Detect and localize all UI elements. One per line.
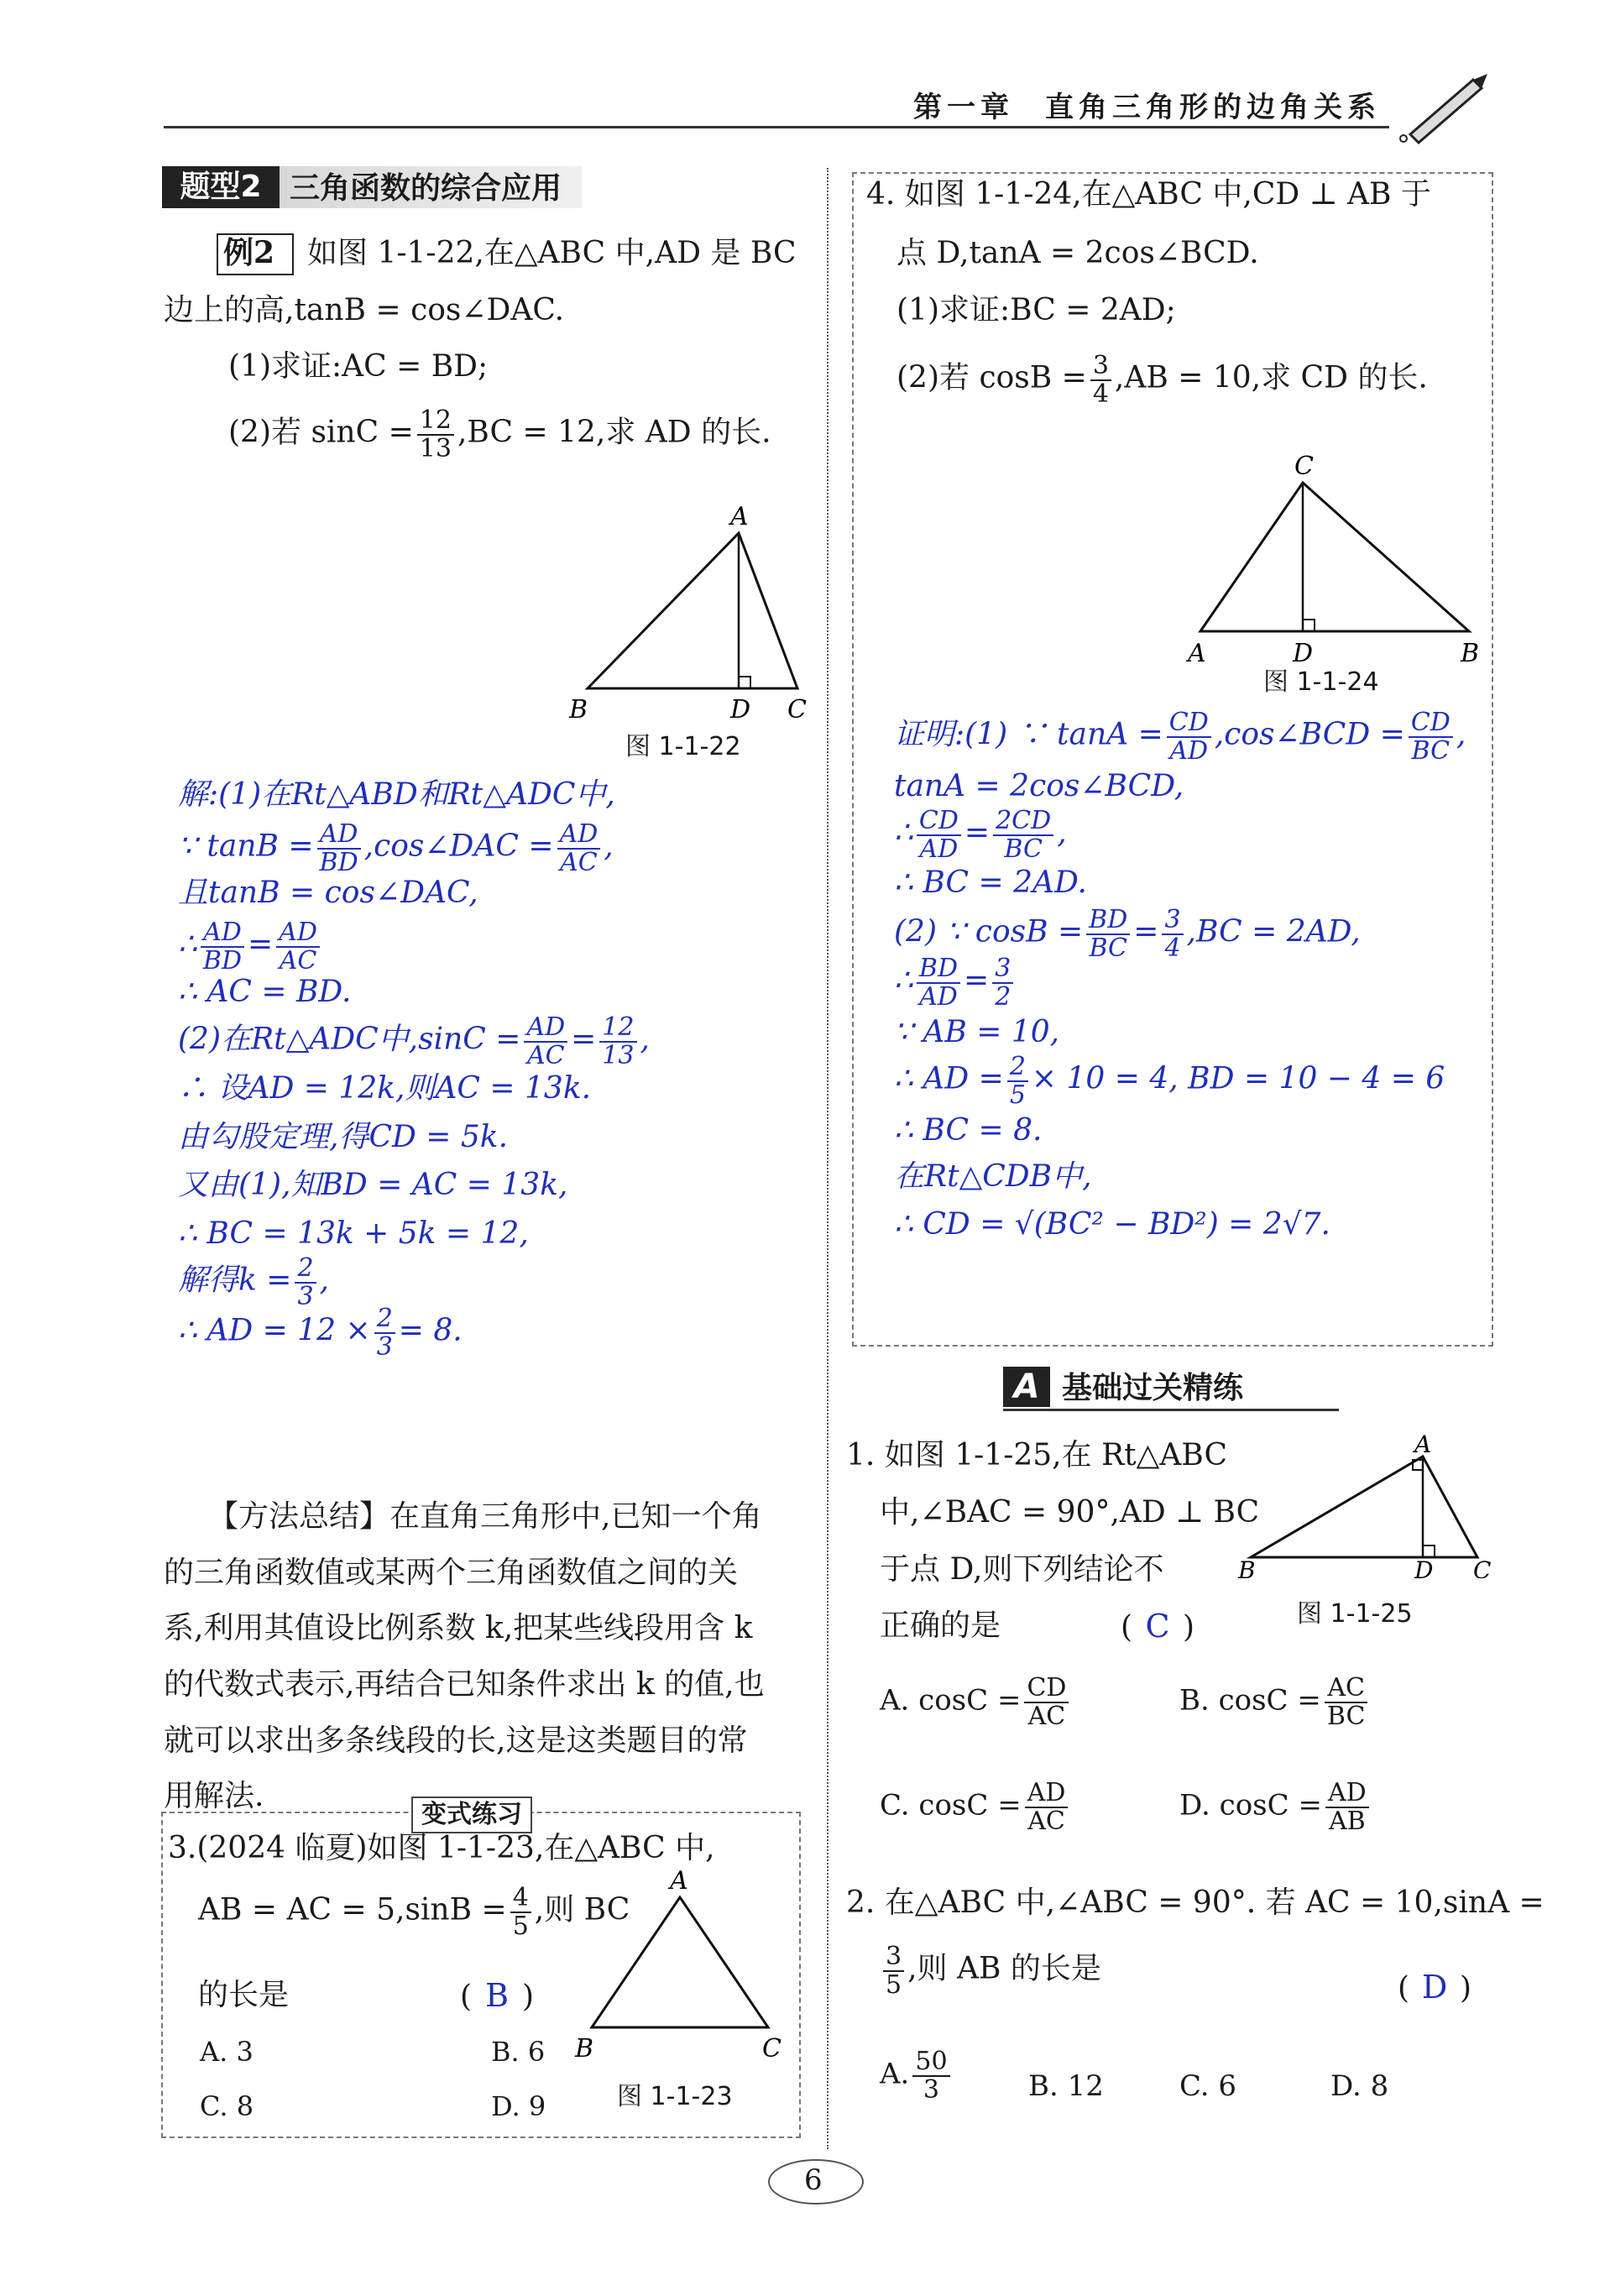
proof-line-7: ∵ AB = 10,	[894, 1015, 1060, 1049]
proof-line-2: tanA = 2cos∠BCD,	[894, 769, 1184, 803]
variant-line-2: AB = AC = 5,sinB = $\frac{4}{5}$ ,则 BC	[198, 1883, 630, 1941]
method-line-2: 的三角函数值或某两个三角函数值之间的关	[164, 1556, 739, 1590]
practice-q1-option-d: D. cosC = $\frac{AD}{AB}$	[1179, 1780, 1372, 1834]
practice-q1-option-c: C. cosC = $\frac{AD}{AC}$	[880, 1780, 1071, 1834]
fig22-label-c: C	[787, 695, 807, 724]
practice-title-underline	[1003, 1409, 1339, 1411]
variant-answer: B	[485, 1977, 510, 2014]
method-line-5: 就可以求出多条线段的长,这是这类题目的常	[164, 1723, 748, 1758]
proof-line-10: 在Rt△CDB中,	[894, 1159, 1092, 1194]
practice-q2-option-c: C. 6	[1179, 2069, 1237, 2103]
method-line-4: 的代数式表示,再结合已知条件求出 k 的值,也	[164, 1667, 765, 1702]
variant-answer-bracket: ( B )	[460, 1977, 535, 2014]
variant-option-d: D. 9	[491, 2090, 546, 2122]
fig25-label-c: C	[1473, 1556, 1492, 1578]
solution-line-1: 解:(1)在Rt△ABD和Rt△ADC中,	[178, 777, 615, 812]
practice-q1-line-1: 1. 如图 1-1-25,在 Rt△ABC	[846, 1438, 1227, 1472]
fig25-label-b: B	[1238, 1556, 1256, 1578]
proof-line-5: (2) ∵ cosB = $\frac{BD}{BC}$ = $\frac{3}{4}$ ,BC = 2AD,	[894, 905, 1361, 963]
solution-line-4: ∴ $\frac{AD}{BD}$ = $\frac{AD}{AC}$	[178, 919, 323, 974]
proof-line-8: ∴ AD = $\frac{2}{5}$ × 10 = 4, BD = 10 − 4 = 6	[894, 1052, 1445, 1110]
variant-option-a: A. 3	[200, 2036, 254, 2068]
fig22-label-d: D	[730, 695, 751, 724]
example-question-1: (1)求证:AC = BD;	[228, 349, 489, 384]
chapter-title: 直角三角形的边角关系	[1045, 91, 1381, 124]
example-line-2: 边上的高,tanB = cos∠DAC.	[164, 293, 565, 327]
practice-q2-answer: D	[1421, 1969, 1448, 2006]
solution-line-10: ∴ BC = 13k + 5k = 12,	[178, 1216, 529, 1251]
fig23-label-c: C	[762, 2034, 781, 2063]
proof-line-3: ∴ $\frac{CD}{AD}$ = $\frac{2CD}{BC}$ ,	[894, 806, 1067, 864]
section-title: 三角函数的综合应用	[290, 171, 562, 206]
solution-line-9: 又由(1),知BD = AC = 13k,	[178, 1168, 568, 1202]
variant-option-b: B. 6	[491, 2036, 546, 2068]
variant-tag: 变式练习	[411, 1797, 532, 1833]
fig22-label-b: B	[569, 695, 588, 724]
practice-q2-answer-bracket: ( D )	[1398, 1969, 1472, 2006]
fig23-label-b: B	[575, 2034, 594, 2063]
practice-q1-line-4: 正确的是	[880, 1608, 1001, 1643]
fig25-label-a: A	[1414, 1431, 1432, 1458]
fig24-label-a: A	[1188, 639, 1206, 668]
pen-decoration-icon	[1393, 67, 1494, 147]
variant-line-3: 的长是	[198, 1978, 290, 2012]
q4-line-4: (2)若 cosB = $\frac{3}{4}$ ,AB = 10,求 CD 的长.	[896, 351, 1428, 409]
practice-q1-option-a: A. cosC = $\frac{CD}{AC}$	[880, 1675, 1072, 1729]
solution-line-3: 且tanB = cos∠DAC,	[178, 876, 478, 910]
fig24-label-d: D	[1293, 639, 1314, 668]
figure-1-1-25	[1234, 1431, 1503, 1578]
example-line-1: 如图 1-1-22,在△ABC 中,AD 是 BC	[307, 236, 797, 270]
practice-q1-option-b: B. cosC = $\frac{AC}{BC}$	[1179, 1675, 1371, 1729]
figure-1-1-22-caption: 图 1-1-22	[625, 732, 741, 761]
q4-line-1: 4. 如图 1-1-24,在△ABC 中,CD ⊥ AB 于	[866, 177, 1431, 212]
solution-line-6: (2)在Rt△ADC中,sinC = $\frac{AD}{AC}$ = $\frac{12}{13}$ ,	[178, 1012, 650, 1070]
proof-line-6: ∴ $\frac{BD}{AD}$ = $\frac{3}{2}$	[894, 955, 1017, 1010]
proof-line-11: ∴ CD = √(BC² − BD²) = 2√7.	[894, 1207, 1330, 1242]
solution-line-5: ∴ AC = BD.	[178, 975, 352, 1009]
method-line-6: 用解法.	[164, 1779, 264, 1813]
figure-1-1-22	[562, 495, 831, 730]
example-label: 例2	[223, 235, 275, 270]
solution-line-12: ∴ AD = 12 × $\frac{2}{3}$ = 8.	[178, 1304, 463, 1362]
page-number: 6	[804, 2163, 823, 2197]
header-rule	[164, 126, 1389, 128]
practice-q1-answer-bracket: ( C )	[1121, 1608, 1195, 1645]
example-question-2: (2)若 sinC = $\frac{12}{13}$ ,BC = 12,求 AD 的长.	[228, 405, 771, 463]
method-line-3: 系,利用其值设比例系数 k,把某些线段用含 k	[164, 1611, 753, 1645]
solution-line-11: 解得k = $\frac{2}{3}$ ,	[178, 1253, 329, 1311]
method-line-1: 【方法总结】在直角三角形中,已知一个角	[208, 1499, 762, 1534]
column-divider	[827, 168, 829, 2149]
practice-q1-line-3: 于点 D,则下列结论不	[880, 1552, 1164, 1587]
practice-q1-answer: C	[1145, 1608, 1170, 1645]
variant-line-1: 3.(2024 临夏)如图 1-1-23,在△ABC 中,	[168, 1831, 715, 1865]
chapter-label: 第一章	[913, 91, 1014, 124]
practice-badge: A	[1003, 1367, 1050, 1407]
section-badge: 题型2	[162, 166, 280, 208]
practice-title: 基础过关精练	[1062, 1371, 1244, 1405]
practice-q2-line-1: 2. 在△ABC 中,∠ABC = 90°. 若 AC = 10,sinA =	[846, 1885, 1545, 1920]
fig24-label-c: C	[1294, 452, 1314, 481]
practice-q2-option-a: A. $\frac{50}{3}$	[880, 2048, 954, 2103]
solution-line-2: ∵ tanB = $\frac{AD}{BD}$ ,cos∠DAC = $\frac{AD}{AC}$ ,	[178, 819, 614, 877]
practice-q1-line-2: 中,∠BAC = 90°,AD ⊥ BC	[880, 1495, 1260, 1530]
figure-1-1-23-caption: 图 1-1-23	[617, 2082, 733, 2111]
q4-line-3: (1)求证:BC = 2AD;	[896, 293, 1176, 327]
proof-line-1: 证明:(1) ∵ tanA = $\frac{CD}{AD}$ ,cos∠BCD = $\frac{CD}{BC}$ ,	[894, 708, 1466, 766]
q4-line-2: 点 D,tanA = 2cos∠BCD.	[896, 236, 1259, 270]
figure-1-1-24	[1175, 445, 1494, 672]
practice-q2-line-2: $\frac{3}{5}$ ,则 AB 的长是	[880, 1943, 1101, 1998]
fig22-label-a: A	[730, 502, 749, 531]
figure-1-1-24-caption: 图 1-1-24	[1263, 667, 1379, 697]
proof-line-4: ∴ BC = 2AD.	[894, 866, 1087, 900]
solution-line-8: 由勾股定理,得CD = 5k.	[178, 1120, 509, 1154]
figure-1-1-25-caption: 图 1-1-25	[1297, 1599, 1413, 1629]
practice-q2-option-b: B. 12	[1028, 2069, 1104, 2103]
fig24-label-b: B	[1461, 639, 1480, 668]
solution-line-7: ∴ 设AD = 12k,则AC = 13k.	[178, 1071, 592, 1106]
practice-q2-option-d: D. 8	[1330, 2069, 1389, 2103]
fig23-label-a: A	[670, 1866, 688, 1896]
proof-line-9: ∴ BC = 8.	[894, 1113, 1043, 1148]
fig25-label-d: D	[1414, 1556, 1434, 1578]
variant-option-c: C. 8	[200, 2090, 254, 2122]
figure-1-1-23	[571, 1859, 797, 2069]
